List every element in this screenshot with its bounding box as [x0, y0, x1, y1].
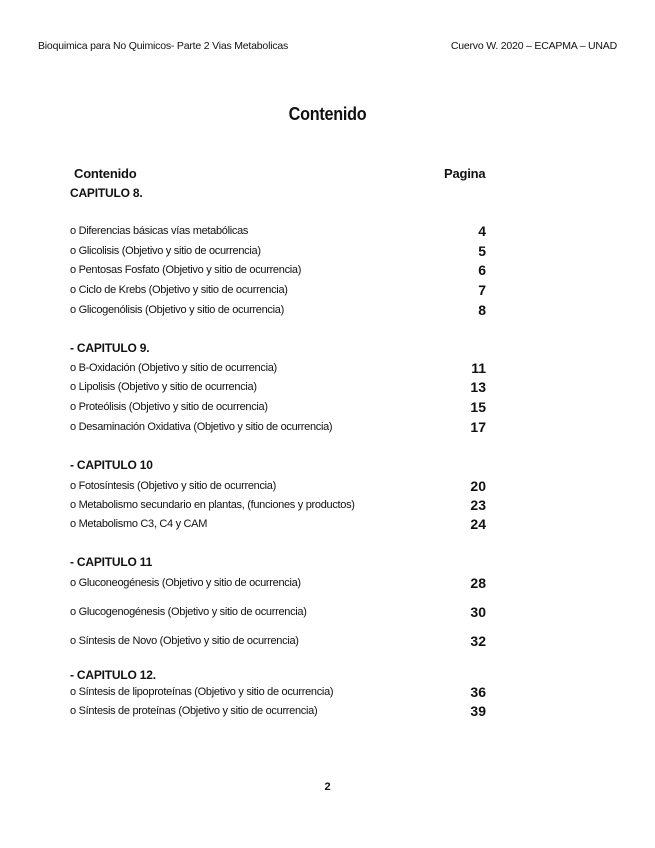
- toc-entry-page: 8: [478, 302, 486, 318]
- toc-entry: [70, 398, 486, 416]
- toc-entry: [70, 261, 486, 279]
- toc-entry: [70, 496, 486, 514]
- toc-entry-text: o Síntesis de proteínas (Objetivo y sitio de ocurrencia): [70, 705, 318, 717]
- toc-entry: [70, 683, 486, 701]
- chapter-heading-9: - CAPITULO 9.: [70, 341, 150, 355]
- page-title: Contenido: [288, 104, 367, 124]
- toc-entry: [70, 477, 486, 495]
- toc-entry: [70, 222, 486, 240]
- toc-entry: [70, 603, 486, 621]
- toc-entry-page: 23: [470, 497, 486, 513]
- toc-entry: [70, 574, 486, 592]
- toc-entry-text: o B-Oxidación (Objetivo y sitio de ocurrencia): [70, 362, 277, 374]
- toc-entry-page: 24: [470, 516, 486, 532]
- toc-entry: [70, 702, 486, 720]
- toc-entry-page: 17: [470, 419, 486, 435]
- toc-entry-text: o Gluconeogénesis (Objetivo y sitio de ocurrencia): [70, 577, 301, 589]
- toc-entry: [70, 418, 486, 436]
- toc-entry-text: o Lipolisis (Objetivo y sitio de ocurrencia): [70, 381, 257, 393]
- toc-entry-text: o Diferencias básicas vías metabólicas: [70, 225, 249, 237]
- toc-entry: [70, 378, 486, 396]
- toc-entry-text: o Metabolismo secundario en plantas, (funciones y productos): [70, 499, 355, 511]
- toc-entry-text: o Metabolismo C3, C4 y CAM: [70, 518, 208, 530]
- toc-entry: [70, 301, 486, 319]
- toc-entry-page: 36: [470, 684, 486, 700]
- toc-entry-text: o Desaminación Oxidativa (Objetivo y sitio de ocurrencia): [70, 421, 333, 433]
- toc-entry-text: o Fotosíntesis (Objetivo y sitio de ocurrencia): [70, 480, 276, 492]
- toc-entry: [70, 242, 486, 260]
- page-header-left: Bioquimica para No Quimicos- Parte 2 Vias Metabolicas: [38, 40, 289, 52]
- toc-entry: [70, 515, 486, 533]
- page-header-right: Cuervo W. 2020 – ECAPMA – UNAD: [450, 40, 617, 52]
- toc-entry-page: 5: [478, 243, 486, 259]
- toc-entry-page: 28: [470, 575, 486, 591]
- toc-entry-page: 30: [470, 604, 486, 620]
- chapter-heading-8: CAPITULO 8.: [70, 186, 143, 200]
- toc-entry: [70, 632, 486, 650]
- toc-entry-page: 32: [470, 633, 486, 649]
- toc-entry: [70, 281, 486, 299]
- toc-entry-text: o Ciclo de Krebs (Objetivo y sitio de ocurrencia): [70, 284, 288, 296]
- toc-entry-text: o Síntesis de lipoproteínas (Objetivo y sitio de ocurrencia): [70, 686, 334, 698]
- chapter-heading-12: - CAPITULO 12.: [70, 668, 156, 682]
- toc-entry-page: 11: [471, 360, 486, 376]
- toc-entry-page: 15: [470, 399, 486, 415]
- toc-entry: [70, 359, 486, 377]
- toc-entry-page: 6: [478, 262, 486, 278]
- toc-entry-text: o Glicolisis (Objetivo y sitio de ocurrencia): [70, 245, 261, 257]
- column-header-contenido: Contenido: [74, 166, 137, 181]
- toc-entry-text: o Glicogenólisis (Objetivo y sitio de ocurrencia): [70, 304, 284, 316]
- page-number: 2: [324, 781, 331, 793]
- column-header-pagina: Pagina: [444, 166, 486, 181]
- toc-entry-text: o Síntesis de Novo (Objetivo y sitio de ocurrencia): [70, 635, 299, 647]
- toc-entry-page: 4: [478, 223, 486, 239]
- chapter-heading-10: - CAPITULO 10: [70, 458, 153, 472]
- toc-entry-text: o Proteólisis (Objetivo y sitio de ocurrencia): [70, 401, 268, 413]
- chapter-heading-11: - CAPITULO 11: [70, 555, 153, 569]
- toc-entry-text: o Glucogenogénesis (Objetivo y sitio de ocurrencia): [70, 606, 307, 618]
- toc-entry-page: 13: [470, 379, 486, 395]
- toc-entry-text: o Pentosas Fosfato (Objetivo y sitio de ocurrencia): [70, 264, 302, 276]
- toc-entry-page: 39: [470, 703, 486, 719]
- toc-entry-page: 20: [470, 478, 486, 494]
- toc-entry-page: 7: [478, 282, 486, 298]
